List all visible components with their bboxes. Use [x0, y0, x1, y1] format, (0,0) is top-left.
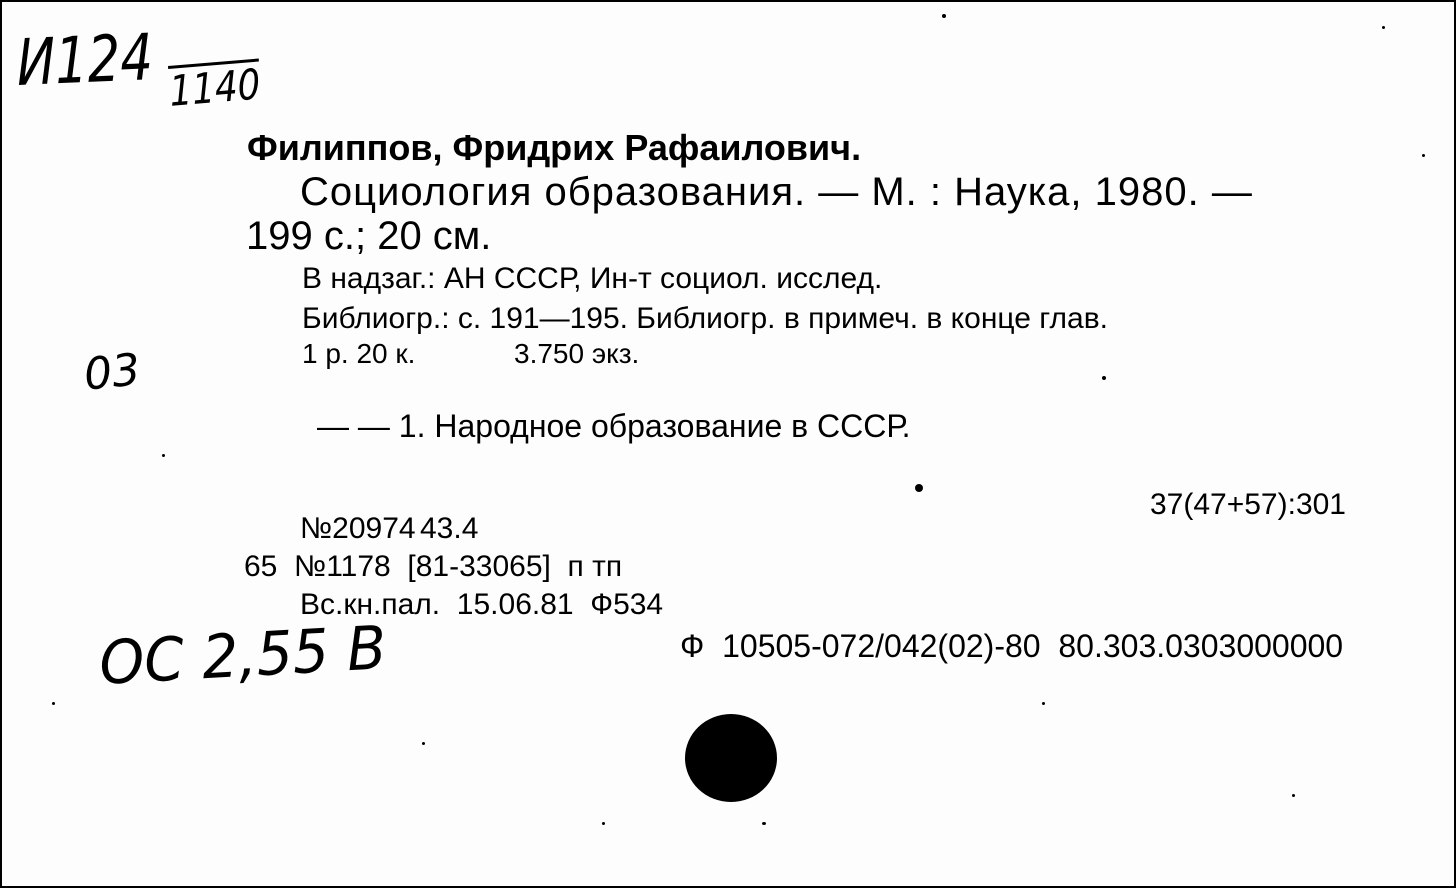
scan-speck [422, 742, 425, 745]
handwritten-margin-mark: 03 [81, 344, 143, 401]
title-line: Социология образования. — М. : Наука, 1980. — [300, 170, 1253, 214]
index-line: Ф 10505-072/042(02)-80 80.303.0303000000 [680, 628, 1344, 664]
author-heading: Филиппов, Фридрих Рафаилович. [247, 127, 862, 168]
scan-speck [1422, 154, 1425, 157]
scan-speck [162, 454, 165, 457]
note-line-2: Библиогр.: с. 191—195. Библиогр. в примеч. в конце глав. [302, 302, 1109, 335]
record-number: №20974 [300, 512, 416, 545]
punch-hole [685, 714, 777, 802]
scan-speck [762, 822, 766, 825]
note-line-1: В надзаг.: АН СССР, Ин-т социол. исслед. [302, 262, 883, 295]
subject-heading: — — 1. Народное образование в СССР. [317, 408, 911, 444]
udc-code: 37(47+57):301 [1150, 488, 1346, 521]
scan-speck [942, 14, 946, 18]
scan-speck [915, 484, 923, 492]
scan-speck [602, 822, 605, 825]
scan-speck [1292, 794, 1295, 797]
card-line: 65 №1178 [81-33065] п тп [244, 550, 623, 583]
bbk-code: 43.4 [420, 512, 479, 545]
print-run: 3.750 экз. [514, 338, 640, 369]
handwritten-code-bottom: OC 2,55 B [97, 613, 388, 699]
scan-speck [1382, 26, 1385, 29]
handwritten-code-top: И124 [15, 21, 154, 101]
scan-speck [52, 702, 55, 705]
scan-speck [1042, 702, 1045, 705]
extent-line: 199 с.; 20 см. [246, 214, 492, 258]
price: 1 р. 20 к. [302, 338, 416, 369]
chamber-line: Вс.кн.пал. 15.06.81 Ф534 [300, 588, 664, 621]
handwritten-code-sub: 1140 [168, 59, 262, 116]
scan-speck [1102, 376, 1106, 380]
